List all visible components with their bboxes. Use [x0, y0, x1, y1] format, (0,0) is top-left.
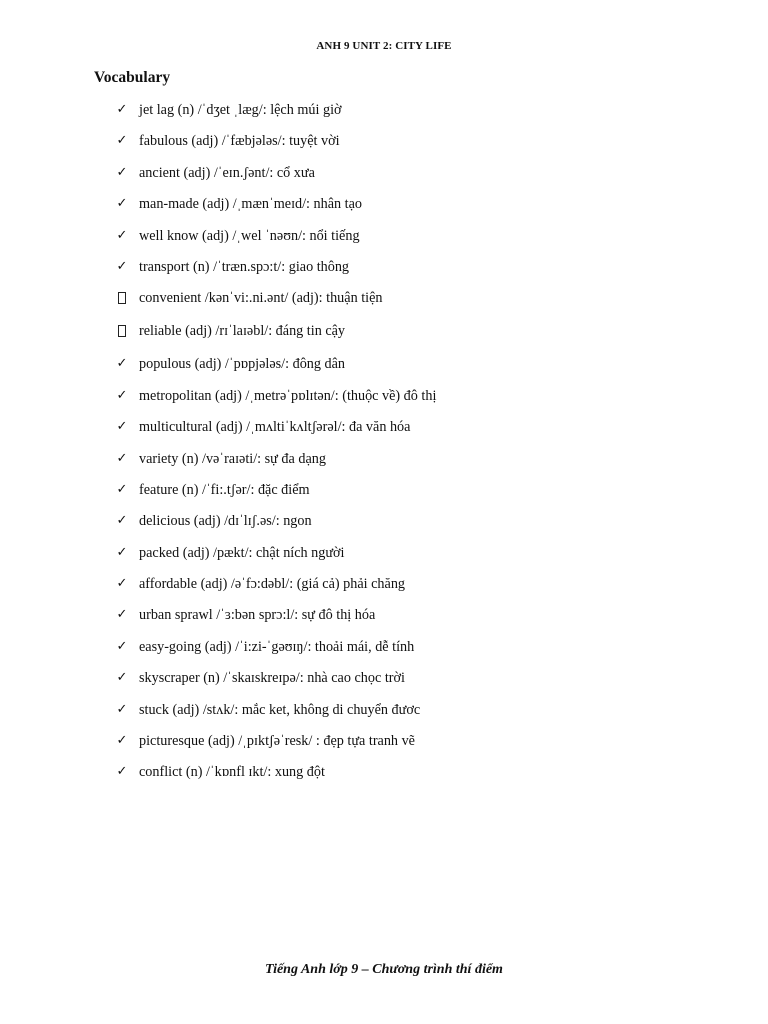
checkmark-bullet-icon: ✓	[116, 607, 128, 623]
checkmark-bullet-icon: ✓	[116, 102, 128, 117]
vocabulary-entry-text: packed (adj) /pækt/: chật ních người	[139, 544, 345, 561]
vocabulary-item	[0, 668, 768, 699]
checkmark-bullet-icon: ✓	[116, 701, 128, 717]
checkmark-bullet-icon: ✓	[116, 670, 128, 686]
vocabulary-entry-text: ancient (adj) /ˈeɪn.ʃənt/: cổ xưa	[139, 164, 315, 181]
vocabulary-item	[0, 163, 768, 194]
vocabulary-item	[0, 226, 768, 257]
page-footer: Tiếng Anh lớp 9 – Chương trình thí điểm	[265, 962, 503, 977]
vocabulary-entry-text: populous (adj) /ˈpɒpjələs/: đông dân	[139, 356, 346, 373]
vocabulary-entry-text: reliable (adj) /rɪˈlaɪəbl/: đáng tin cậy	[139, 323, 346, 340]
vocabulary-item	[0, 731, 768, 762]
vocabulary-entry-text: urban sprawl /ˈɜ:bən sprɔ:l/: sự đô thị hóa	[139, 607, 376, 624]
vocabulary-item	[0, 386, 768, 417]
vocabulary-entry-text: transport (n) /ˈtræn.spɔ:t/: giao thông	[139, 258, 350, 275]
box-bullet-icon	[115, 288, 129, 310]
checkmark-bullet-icon: ✓	[116, 356, 128, 372]
vocabulary-entry-text: affordable (adj) /əˈfɔ:dəbl/: (giá cả) phải chăng	[139, 576, 406, 593]
vocabulary-item	[0, 257, 768, 288]
vocabulary-item	[0, 100, 768, 131]
checkmark-bullet-icon: ✓	[116, 133, 128, 149]
vocabulary-entry-text: metropolitan (adj) /ˌmetrəˈpɒlɪtən/: (thuộc về) đô thị	[139, 387, 437, 404]
vocabulary-item	[0, 511, 768, 542]
vocabulary-item	[0, 700, 768, 731]
checkmark-bullet-icon: ✓	[116, 258, 128, 274]
section-title: Vocabulary	[94, 69, 171, 86]
vocabulary-item	[0, 762, 768, 793]
checkmark-bullet-icon: ✓	[116, 450, 128, 466]
vocabulary-item	[0, 574, 768, 605]
vocabulary-entry-text: skyscraper (n) /ˈskaɪskreɪpə/: nhà cao chọc trời	[139, 670, 405, 687]
checkmark-bullet-icon: ✓	[116, 419, 128, 435]
page-header: ANH 9 UNIT 2: CITY LIFE	[316, 40, 452, 52]
checkmark-bullet-icon: ✓	[116, 764, 128, 780]
vocabulary-entry-text: convenient /kənˈvi:.ni.ənt/ (adj): thuận tiện	[139, 290, 383, 307]
vocabulary-entry-text: jet lag (n) /ˈdʒet ˌlæg/: lệch múi giờ	[139, 102, 342, 118]
checkmark-bullet-icon: ✓	[116, 576, 128, 592]
checkmark-bullet-icon: ✓	[116, 513, 128, 529]
checkmark-bullet-icon: ✓	[116, 733, 128, 749]
vocabulary-entry-text: multicultural (adj) /ˌmʌltiˈkʌltʃərəl/: đa văn hóa	[139, 419, 411, 436]
vocabulary-entry-text: picturesque (adj) /ˌpɪktʃəˈresk/ : đẹp tựa tranh vẽ	[139, 733, 415, 750]
vocabulary-entry-text: well know (adj) /ˌwel ˈnəʊn/: nổi tiếng	[139, 227, 360, 244]
vocabulary-item	[0, 417, 768, 448]
vocabulary-entry-text: delicious (adj) /dɪˈlɪʃ.əs/: ngon	[139, 513, 312, 530]
vocabulary-list	[0, 100, 768, 794]
checkmark-bullet-icon: ✓	[116, 196, 128, 212]
checkmark-bullet-icon: ✓	[116, 164, 128, 180]
vocabulary-item	[0, 131, 768, 162]
vocabulary-entry-text: easy-going (adj) /ˈi:zi-ˈgəʊɪŋ/: thoải mái, dễ tính	[139, 638, 415, 655]
checkmark-bullet-icon: ✓	[116, 387, 128, 403]
checkmark-bullet-icon: ✓	[116, 638, 128, 654]
checkmark-bullet-icon: ✓	[116, 481, 128, 497]
vocabulary-item	[0, 288, 768, 321]
vocabulary-item	[0, 194, 768, 225]
vocabulary-entry-text: man-made (adj) /ˌmænˈmeɪd/: nhân tạo	[139, 196, 362, 213]
checkmark-bullet-icon: ✓	[116, 544, 128, 560]
vocabulary-entry-text: variety (n) /vəˈraɪəti/: sự đa dạng	[139, 450, 326, 467]
vocabulary-item	[0, 605, 768, 636]
box-bullet-icon	[115, 321, 129, 343]
vocabulary-item	[0, 543, 768, 574]
vocabulary-entry-text: conflict (n) /ˈkɒnfl ɪkt/: xung đột	[139, 764, 325, 781]
vocabulary-item	[0, 354, 768, 385]
vocabulary-item	[0, 321, 768, 354]
vocabulary-item	[0, 637, 768, 668]
vocabulary-entry-text: feature (n) /ˈfi:.tʃər/: đặc điểm	[139, 481, 310, 498]
vocabulary-item	[0, 480, 768, 511]
vocabulary-entry-text: stuck (adj) /stʌk/: mắc ket, không di chuyển đươc	[139, 701, 421, 718]
checkmark-bullet-icon: ✓	[116, 227, 128, 243]
vocabulary-entry-text: fabulous (adj) /ˈfæbjələs/: tuyệt vời	[139, 133, 340, 150]
vocabulary-item	[0, 449, 768, 480]
